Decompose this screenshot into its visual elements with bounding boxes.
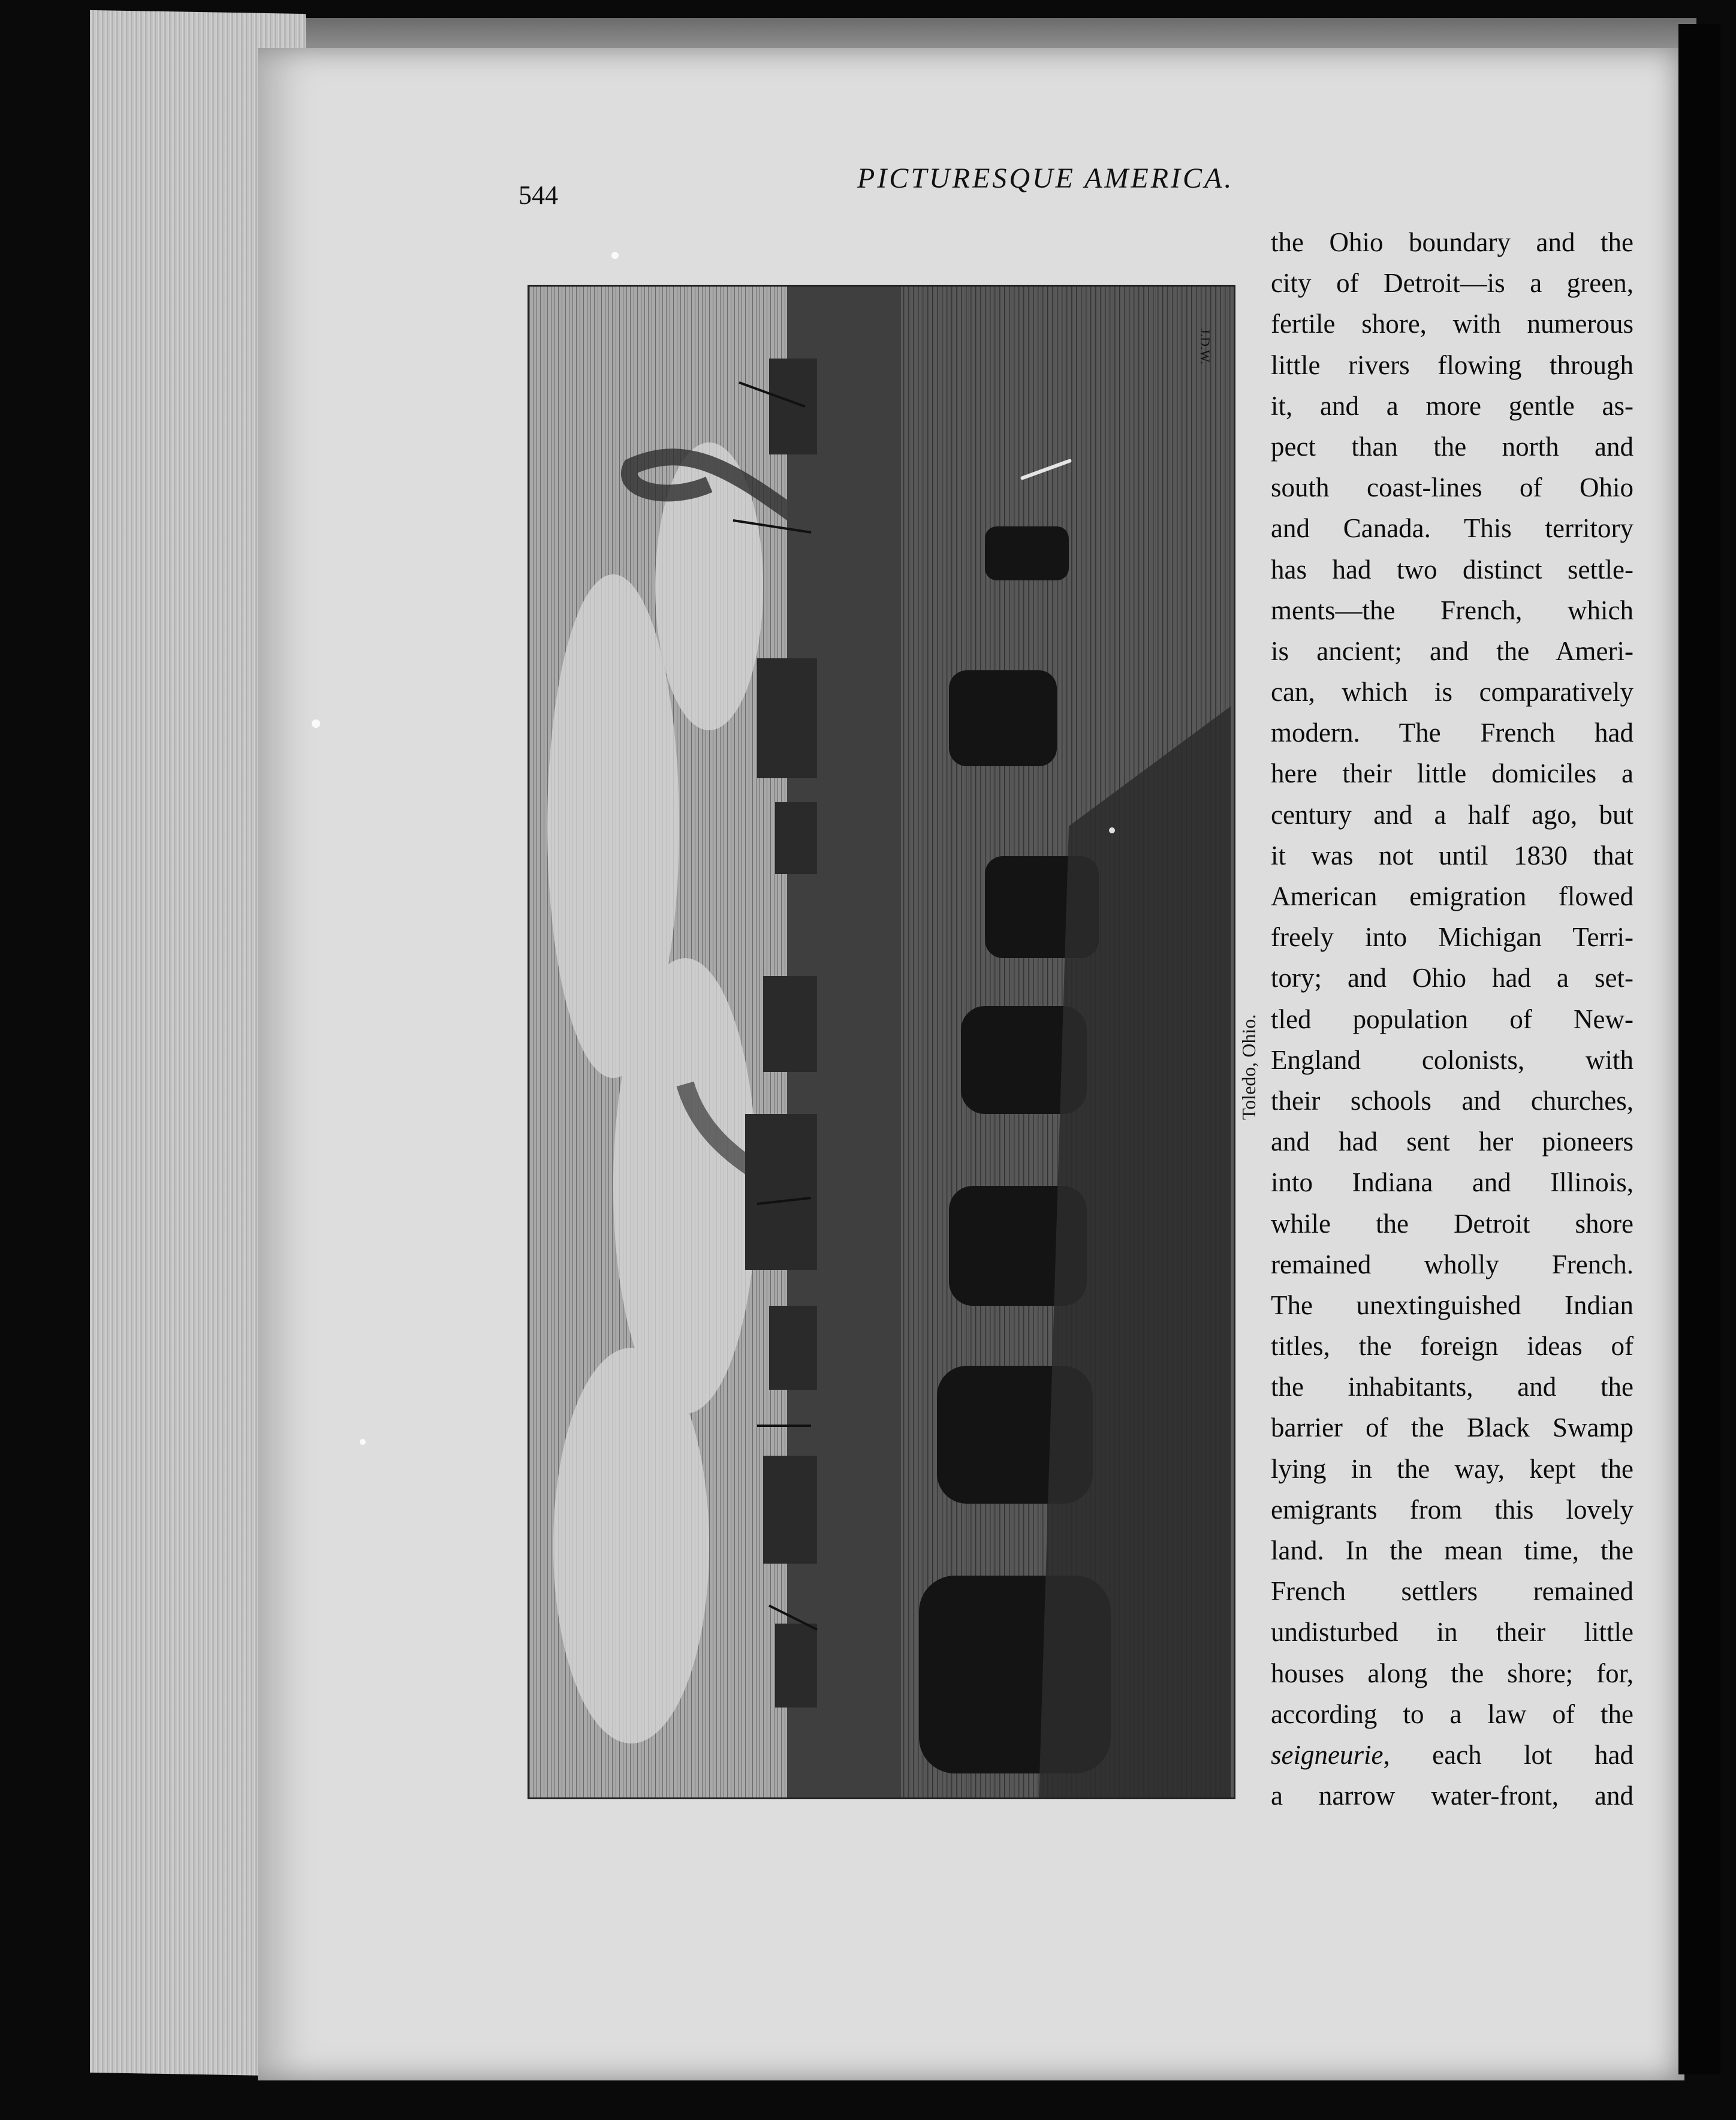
engraving-illustration — [528, 285, 1235, 1799]
text-line: undisturbed in their little — [1271, 1617, 1633, 1648]
italic-term: seigneurie — [1271, 1739, 1384, 1770]
book-gutter — [1678, 24, 1720, 2074]
text-line: has had two distinct settle- — [1271, 554, 1633, 585]
text-line: the Ohio boundary and the — [1271, 227, 1633, 257]
dust-speck — [312, 719, 320, 728]
text-line: French settlers remained — [1271, 1576, 1633, 1607]
text-line: tled population of New- — [1271, 1004, 1633, 1034]
text-line: the inhabitants, and the — [1271, 1372, 1633, 1402]
text-line: and had sent her pioneers — [1271, 1127, 1633, 1157]
text-line: land. In the mean time, the — [1271, 1535, 1633, 1565]
text-line: a narrow water-front, and — [1271, 1781, 1633, 1811]
text-line: The unextinguished Indian — [1271, 1290, 1633, 1320]
dust-speck — [1109, 827, 1115, 833]
text-line: while the Detroit shore — [1271, 1208, 1633, 1239]
text-line: it, and a more gentle as- — [1271, 390, 1633, 421]
text-line: houses along the shore; for, — [1271, 1658, 1633, 1688]
text-line: south coast-lines of Ohio — [1271, 472, 1633, 503]
text-line: fertile shore, with numerous — [1271, 309, 1633, 339]
text-line: according to a law of the — [1271, 1699, 1633, 1729]
text-line: into Indiana and Illinois, — [1271, 1167, 1633, 1198]
text-line: is ancient; and the Ameri- — [1271, 636, 1633, 666]
text-line: city of Detroit—is a green, — [1271, 268, 1633, 299]
text-line: barrier of the Black Swamp — [1271, 1413, 1633, 1443]
text-line: emigrants from this lovely — [1271, 1494, 1633, 1525]
text-line: tory; and Ohio had a set- — [1271, 963, 1633, 993]
text-line: American emigration flowed — [1271, 881, 1633, 911]
text-line: seigneurie, each lot had — [1271, 1739, 1633, 1770]
text-line: century and a half ago, but — [1271, 799, 1633, 830]
text-line: little rivers flowing through — [1271, 350, 1633, 380]
text-line: their schools and churches, — [1271, 1085, 1633, 1116]
body-text-column — [1271, 222, 1633, 1816]
engraver-signature: J.D.W. — [1198, 329, 1213, 365]
text-line: ments—the French, which — [1271, 595, 1633, 625]
dust-speck — [611, 252, 619, 259]
running-head: PICTURESQUE AMERICA. — [857, 162, 1234, 194]
text-line: here their little domiciles a — [1271, 758, 1633, 789]
illustration-caption: Toledo, Ohio. — [1238, 1014, 1259, 1121]
text-line: pect than the north and — [1271, 431, 1633, 462]
text-line: freely into Michigan Terri- — [1271, 922, 1633, 953]
text-line: it was not until 1830 that — [1271, 840, 1633, 871]
dust-speck — [360, 1439, 366, 1445]
text-line: can, which is comparatively — [1271, 677, 1633, 707]
page-number: 544 — [519, 180, 558, 210]
text-line: remained wholly French. — [1271, 1249, 1633, 1279]
text-line: modern. The French had — [1271, 718, 1633, 748]
text-line: titles, the foreign ideas of — [1271, 1331, 1633, 1362]
text-line: and Canada. This territory — [1271, 513, 1633, 544]
text-line: lying in the way, kept the — [1271, 1453, 1633, 1484]
text-line: England colonists, with — [1271, 1044, 1633, 1075]
engraving-toledo-harbor — [529, 287, 1234, 1797]
